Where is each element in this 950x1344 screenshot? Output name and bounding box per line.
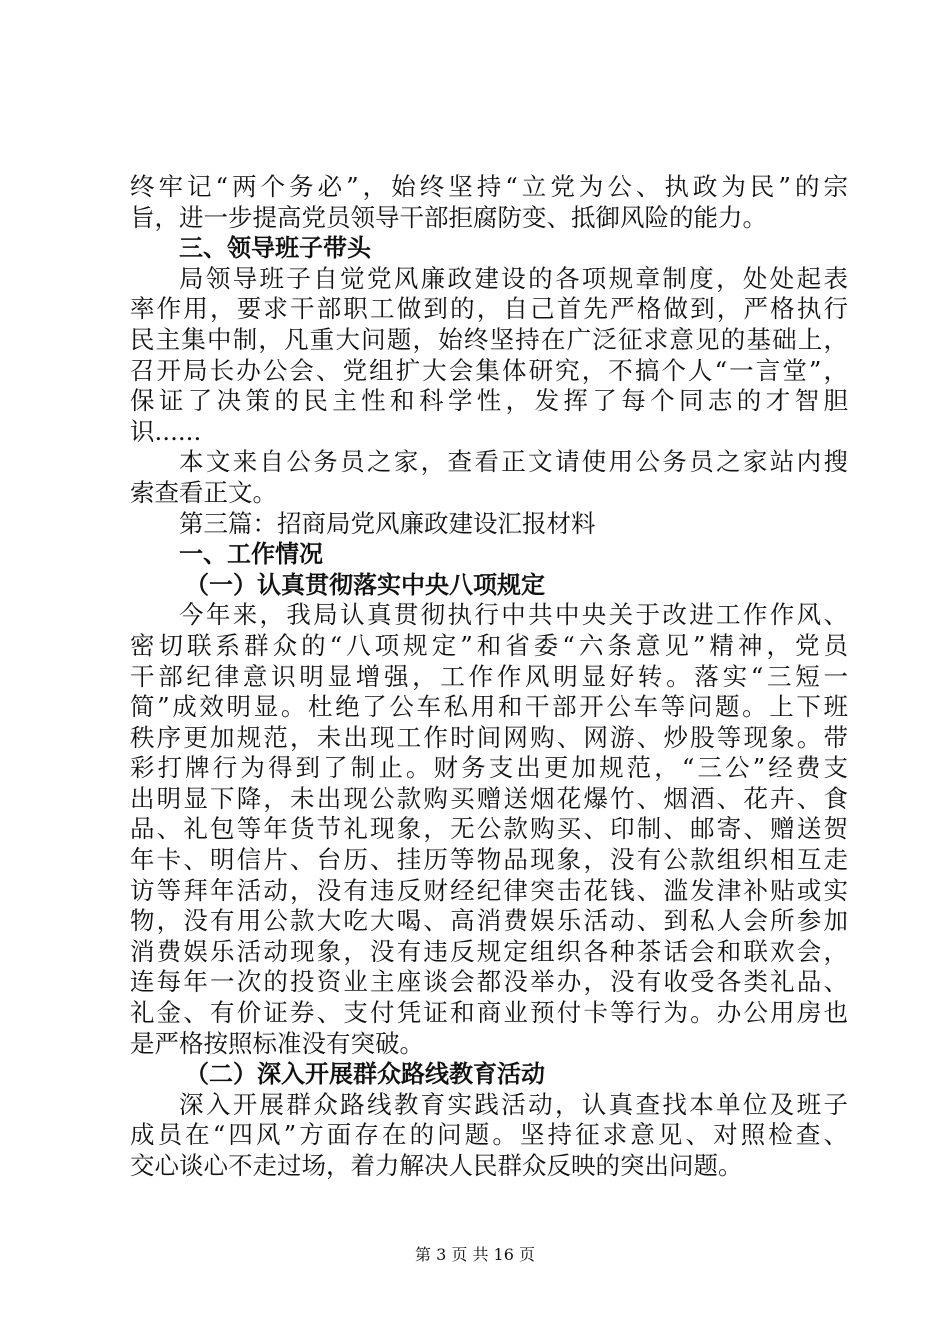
page-footer: 第 3 页 共 16 页	[415, 1245, 535, 1264]
text-line: 礼金、有价证券、支付凭证和商业预付卡等行为。办公用房也	[130, 998, 848, 1028]
subsection-heading: （二）深入开展群众路线教育活动	[185, 1060, 545, 1089]
text-line: 民主集中制，凡重大问题，始终坚持在广泛征求意见的基础上，	[130, 324, 848, 354]
text-line: 年卡、明信片、台历、挂历等物品现象，没有公款组织相互走	[130, 845, 848, 875]
text-line: 秩序更加规范，未出现工作时间网购、网游、炒股等现象。带	[130, 722, 848, 752]
section-heading: 三、领导班子带头	[179, 234, 371, 263]
text-line: 访等拜年活动，没有违反财经纪律突击花钱、滥发津补贴或实	[130, 875, 848, 905]
text-line: 品、礼包等年货节礼现象，无公款购买、印制、邮寄、赠送贺	[130, 814, 848, 844]
text-line: 连每年一次的投资业主座谈会都没举办，没有收受各类礼品、	[130, 967, 848, 997]
text-line: 保证了决策的民主性和科学性，发挥了每个同志的才智胆	[130, 386, 848, 416]
text-line: 召开局长办公会、党组扩大会集体研究，不搞个人“一言堂”，	[130, 355, 848, 385]
text-line: 交心谈心不走过场，着力解决人民群众反映的突出问题。	[130, 1151, 743, 1180]
text-line: 物，没有用公款大吃大喝、高消费娱乐活动、到私人会所参加	[130, 906, 848, 936]
text-line: 终牢记“两个务必”，始终坚持“立党为公、执政为民”的宗	[130, 172, 848, 201]
body-text	[130, 172, 848, 1182]
paragraph-start: 局领导班子自觉党风廉政建设的各项规章制度，处处起表	[179, 263, 848, 293]
section-heading: 一、工作情况	[179, 540, 323, 569]
text-line: 出明显下降，未出现公款购买赠送烟花爆竹、烟酒、花卉、食	[130, 783, 848, 813]
text-line: 索查看正文。	[130, 477, 277, 507]
text-line: 简”成效明显。杜绝了公车私用和干部开公车等问题。上下班	[130, 692, 848, 722]
paragraph-start: 今年来，我局认真贯彻执行中共中央关于改进工作作风、	[179, 600, 848, 630]
text-line: 彩打牌行为得到了制止。财务支出更加规范，“三公”经费支	[130, 753, 848, 783]
text-line: 旨，进一步提高党员领导干部拒腐防变、抵御风险的能力。	[130, 202, 767, 232]
text-line: 识......	[130, 416, 202, 446]
subsection-heading: （一）认真贯彻落实中央八项规定	[185, 570, 545, 599]
section-title: 第三篇：招商局党风廉政建设汇报材料	[179, 508, 596, 538]
paragraph-start: 本文来自公务员之家，查看正文请使用公务员之家站内搜	[179, 447, 848, 477]
text-line: 密切联系群众的“八项规定”和省委“六条意见”精神，党员	[130, 630, 848, 660]
text-line: 消费娱乐活动现象，没有违反规定组织各种茶话会和联欢会，	[130, 936, 848, 966]
text-line: 是严格按照标准没有突破。	[130, 1028, 424, 1058]
text-line: 成员在“四风”方面存在的问题。坚持征求意见、对照检查、	[130, 1120, 848, 1150]
paragraph-start: 深入开展群众路线教育实践活动，认真查找本单位及班子	[179, 1089, 848, 1119]
text-line: 率作用，要求干部职工做到的，自己首先严格做到，严格执行	[130, 294, 848, 324]
text-line: 干部纪律意识明显增强，工作作风明显好转。落实“三短一	[130, 661, 848, 691]
